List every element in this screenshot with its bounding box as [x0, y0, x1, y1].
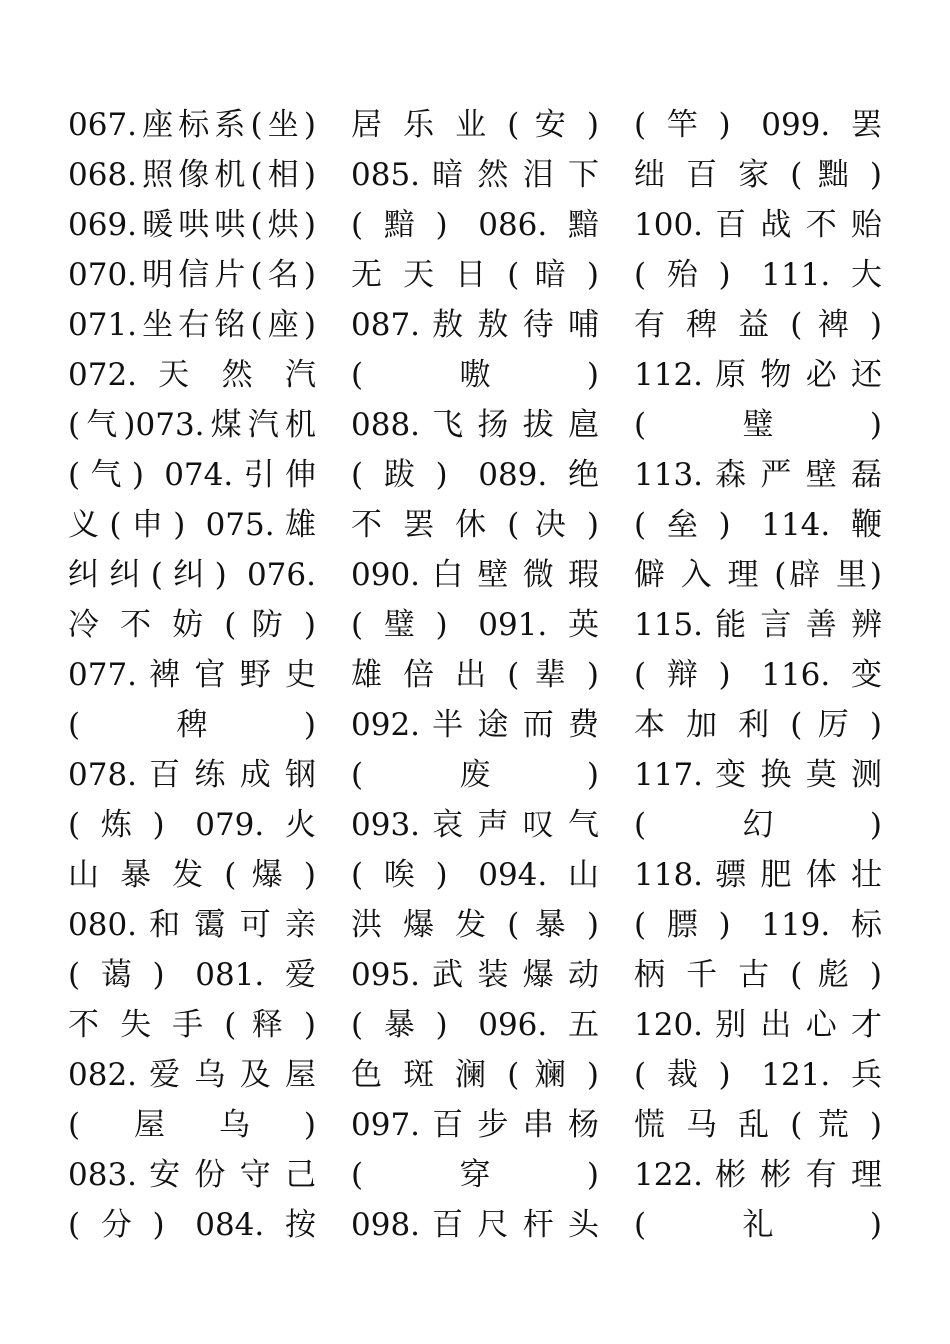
text-line: 本 加 利 ( 厉 ) [634, 707, 882, 743]
text-column-1 [68, 100, 316, 1250]
text-line: 洪 爆 发 ( 暴 ) [351, 907, 599, 943]
text-line: 100. 百 战 不 贻 [634, 207, 882, 243]
text-line: (垒) 114.鞭 [634, 507, 882, 543]
text-line: (礼) [634, 1207, 882, 1243]
text-column-3 [634, 100, 882, 1250]
text-line: 083. 安 份 守 己 [68, 1157, 316, 1193]
text-line: 067.座标系(坐) [68, 107, 316, 143]
text-line: 078. 百 练 成 钢 [68, 757, 316, 793]
text-line: (幻) [634, 807, 882, 843]
text-line: 纠纠(纠) 076. [68, 557, 316, 593]
text-line: 僻 入 理 (辟 里) [634, 557, 882, 593]
text-line: 071.坐右铭(座) [68, 307, 316, 343]
text-line: 122. 彬 彬 有 理 [634, 1157, 882, 1193]
text-column-2 [351, 100, 599, 1250]
text-line: 不 失 手 ( 释 ) [68, 1007, 316, 1043]
text-line: 087. 敖 敖 待 哺 [351, 307, 599, 343]
text-line: 无 天 日 ( 暗 ) [351, 257, 599, 293]
text-line: 077. 裨 官 野 史 [68, 657, 316, 693]
text-line: (气) 074.引伸 [68, 457, 316, 493]
text-line: 070.明信片(名) [68, 257, 316, 293]
text-line: (分) 084.按 [68, 1207, 316, 1243]
text-line: 不 罢 休 ( 决 ) [351, 507, 599, 543]
text-line: 098. 百 尺 杆 头 [351, 1207, 599, 1243]
text-line: 有 稗 益 ( 裨 ) [634, 307, 882, 343]
text-line: 088. 飞 扬 拔 扈 [351, 407, 599, 443]
text-line: (璧) 091.英 [351, 607, 599, 643]
text-line: 慌 马 乱 ( 荒 ) [634, 1107, 882, 1143]
text-line: 068.照像机(相) [68, 157, 316, 193]
text-line: (气)073.煤汽机 [68, 407, 316, 443]
text-line: 097. 百 步 串 杨 [351, 1107, 599, 1143]
text-line: 山 暴 发 ( 爆 ) [68, 857, 316, 893]
text-line: (裁) 121.兵 [634, 1057, 882, 1093]
text-line: (稗) [68, 707, 316, 743]
text-line: 色 斑 澜 ( 斓 ) [351, 1057, 599, 1093]
text-line: (殆) 111.大 [634, 257, 882, 293]
text-line: 义(申) 075.雄 [68, 507, 316, 543]
text-line: (璧) [634, 407, 882, 443]
text-line: 069.暖哄哄(烘) [68, 207, 316, 243]
text-line: (屋乌) [68, 1107, 316, 1143]
text-line: 120. 别 出 心 才 [634, 1007, 882, 1043]
text-line: (黯) 086.黯 [351, 207, 599, 243]
text-line: (蔼) 081.爱 [68, 957, 316, 993]
text-line: 柄 千 古 ( 彪 ) [634, 957, 882, 993]
text-line: 080. 和 霭 可 亲 [68, 907, 316, 943]
text-line: 雄 倍 出 ( 辈 ) [351, 657, 599, 693]
text-line: 冷 不 妨 ( 防 ) [68, 607, 316, 643]
text-line: (废) [351, 757, 599, 793]
text-line: 118. 骠 肥 体 壮 [634, 857, 882, 893]
text-line: (膘) 119.标 [634, 907, 882, 943]
text-line: 117. 变 换 莫 测 [634, 757, 882, 793]
text-line: 居 乐 业 ( 安 ) [351, 107, 599, 143]
text-line: (嗷) [351, 357, 599, 393]
text-line: (暴) 096.五 [351, 1007, 599, 1043]
text-line: (穿) [351, 1157, 599, 1193]
text-line: 072. 天 然 汽 [68, 357, 316, 393]
text-line: (炼) 079.火 [68, 807, 316, 843]
text-line: (跋) 089.绝 [351, 457, 599, 493]
text-line: 112. 原 物 必 还 [634, 357, 882, 393]
text-line: 113. 森 严 壁 磊 [634, 457, 882, 493]
text-line: 093. 哀 声 叹 气 [351, 807, 599, 843]
text-line: 绌 百 家 ( 黜 ) [634, 157, 882, 193]
text-line: 115. 能 言 善 辨 [634, 607, 882, 643]
text-line: (竿) 099.罢 [634, 107, 882, 143]
text-line: (辩) 116.变 [634, 657, 882, 693]
text-line: (唉) 094.山 [351, 857, 599, 893]
text-line: 095. 武 装 爆 动 [351, 957, 599, 993]
text-line: 082. 爱 乌 及 屋 [68, 1057, 316, 1093]
text-line: 085. 暗 然 泪 下 [351, 157, 599, 193]
text-line: 092. 半 途 而 费 [351, 707, 599, 743]
text-line: 090. 白 壁 微 瑕 [351, 557, 599, 593]
